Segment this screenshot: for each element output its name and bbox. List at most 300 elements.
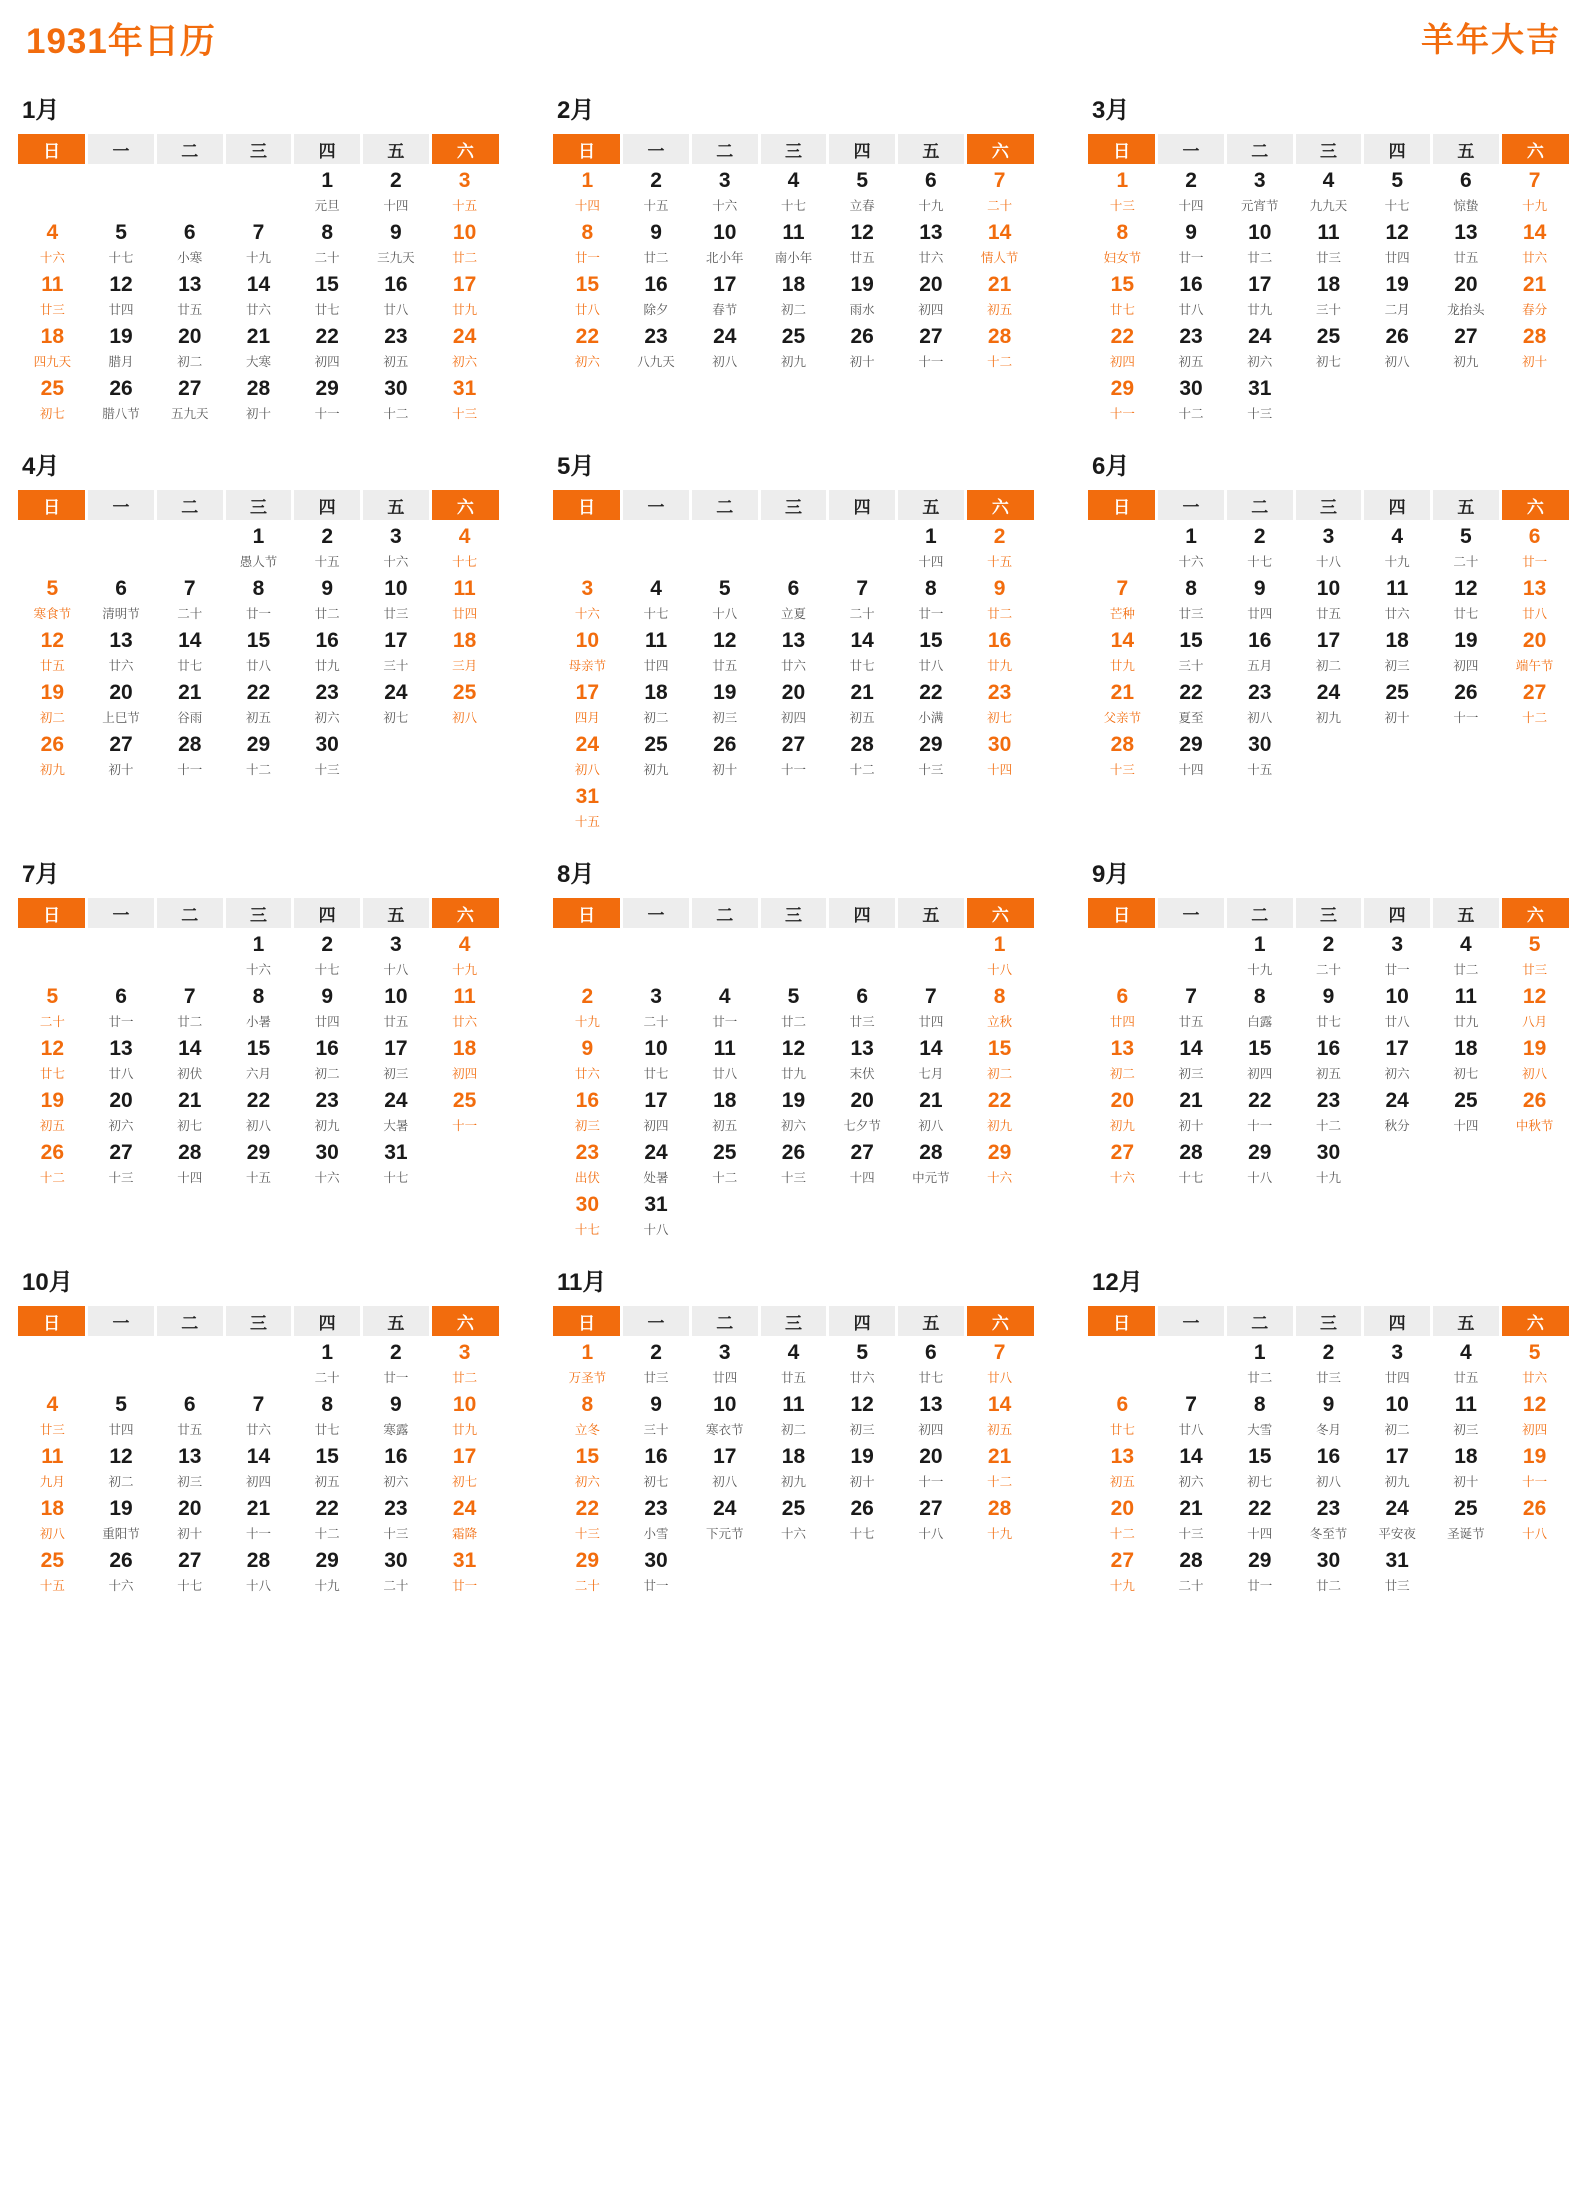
day-cell[interactable] (1432, 520, 1501, 572)
day-cell[interactable] (1363, 1388, 1432, 1440)
day-cell[interactable] (1432, 1032, 1501, 1084)
day-cell[interactable] (690, 1440, 759, 1492)
day-cell[interactable] (690, 1084, 759, 1136)
day-cell[interactable] (1363, 216, 1432, 268)
day-cell[interactable] (430, 520, 499, 572)
day-cell[interactable] (1225, 520, 1294, 572)
day-cell[interactable] (1157, 1388, 1226, 1440)
day-cell[interactable] (1225, 980, 1294, 1032)
day-cell[interactable] (430, 320, 499, 372)
day-cell[interactable] (965, 1440, 1034, 1492)
day-cell[interactable] (362, 216, 431, 268)
day-cell[interactable] (1432, 1440, 1501, 1492)
day-cell[interactable] (224, 1136, 293, 1188)
day-cell[interactable] (897, 980, 966, 1032)
day-cell[interactable] (224, 216, 293, 268)
day-cell[interactable] (965, 980, 1034, 1032)
day-cell[interactable] (1432, 1084, 1501, 1136)
day-cell[interactable] (897, 1336, 966, 1388)
day-cell[interactable] (430, 1336, 499, 1388)
day-cell[interactable] (1294, 268, 1363, 320)
day-cell[interactable] (1294, 216, 1363, 268)
day-cell[interactable] (155, 1544, 224, 1596)
day-cell[interactable] (1363, 1544, 1432, 1596)
day-cell[interactable] (1157, 520, 1226, 572)
day-cell[interactable] (622, 268, 691, 320)
day-cell[interactable] (430, 928, 499, 980)
day-cell[interactable] (1432, 320, 1501, 372)
day-cell[interactable] (897, 728, 966, 780)
day-cell[interactable] (18, 1492, 87, 1544)
day-cell[interactable] (1363, 624, 1432, 676)
day-cell[interactable] (87, 1440, 156, 1492)
day-cell[interactable] (155, 1492, 224, 1544)
day-cell[interactable] (224, 728, 293, 780)
day-cell[interactable] (1088, 216, 1157, 268)
day-cell[interactable] (553, 216, 622, 268)
day-cell[interactable] (1157, 1544, 1226, 1596)
day-cell[interactable] (87, 572, 156, 624)
day-cell[interactable] (1157, 728, 1226, 780)
day-cell[interactable] (224, 372, 293, 424)
day-cell[interactable] (1225, 1032, 1294, 1084)
day-cell[interactable] (553, 1032, 622, 1084)
day-cell[interactable] (828, 1032, 897, 1084)
day-cell[interactable] (1225, 372, 1294, 424)
day-cell[interactable] (1363, 572, 1432, 624)
day-cell[interactable] (224, 928, 293, 980)
day-cell[interactable] (1500, 1084, 1569, 1136)
day-cell[interactable] (1088, 1544, 1157, 1596)
day-cell[interactable] (828, 728, 897, 780)
day-cell[interactable] (965, 1492, 1034, 1544)
day-cell[interactable] (828, 1492, 897, 1544)
day-cell[interactable] (828, 1440, 897, 1492)
day-cell[interactable] (622, 572, 691, 624)
day-cell[interactable] (362, 1084, 431, 1136)
day-cell[interactable] (828, 1136, 897, 1188)
day-cell[interactable] (293, 1388, 362, 1440)
day-cell[interactable] (1294, 1544, 1363, 1596)
day-cell[interactable] (293, 572, 362, 624)
day-cell[interactable] (362, 572, 431, 624)
day-cell[interactable] (1088, 1032, 1157, 1084)
day-cell[interactable] (553, 164, 622, 216)
day-cell[interactable] (362, 1336, 431, 1388)
day-cell[interactable] (18, 1032, 87, 1084)
day-cell[interactable] (1088, 268, 1157, 320)
day-cell[interactable] (1500, 980, 1569, 1032)
day-cell[interactable] (897, 1388, 966, 1440)
day-cell[interactable] (622, 1440, 691, 1492)
day-cell[interactable] (1294, 1336, 1363, 1388)
day-cell[interactable] (553, 980, 622, 1032)
day-cell[interactable] (1088, 676, 1157, 728)
day-cell[interactable] (1500, 572, 1569, 624)
day-cell[interactable] (690, 216, 759, 268)
day-cell[interactable] (828, 268, 897, 320)
day-cell[interactable] (293, 980, 362, 1032)
day-cell[interactable] (1088, 1492, 1157, 1544)
day-cell[interactable] (759, 1032, 828, 1084)
day-cell[interactable] (155, 268, 224, 320)
day-cell[interactable] (1500, 320, 1569, 372)
day-cell[interactable] (759, 728, 828, 780)
day-cell[interactable] (965, 1388, 1034, 1440)
day-cell[interactable] (155, 728, 224, 780)
day-cell[interactable] (1157, 1440, 1226, 1492)
day-cell[interactable] (553, 1492, 622, 1544)
day-cell[interactable] (224, 980, 293, 1032)
day-cell[interactable] (87, 1492, 156, 1544)
day-cell[interactable] (897, 520, 966, 572)
day-cell[interactable] (1294, 520, 1363, 572)
day-cell[interactable] (622, 1388, 691, 1440)
day-cell[interactable] (362, 520, 431, 572)
day-cell[interactable] (897, 1032, 966, 1084)
day-cell[interactable] (1363, 1440, 1432, 1492)
day-cell[interactable] (965, 268, 1034, 320)
day-cell[interactable] (1432, 676, 1501, 728)
day-cell[interactable] (224, 1440, 293, 1492)
day-cell[interactable] (1294, 676, 1363, 728)
day-cell[interactable] (1363, 1492, 1432, 1544)
day-cell[interactable] (155, 1084, 224, 1136)
day-cell[interactable] (1432, 980, 1501, 1032)
day-cell[interactable] (553, 1440, 622, 1492)
day-cell[interactable] (1157, 624, 1226, 676)
day-cell[interactable] (293, 1492, 362, 1544)
day-cell[interactable] (293, 1544, 362, 1596)
day-cell[interactable] (553, 1084, 622, 1136)
day-cell[interactable] (87, 676, 156, 728)
day-cell[interactable] (1500, 928, 1569, 980)
day-cell[interactable] (362, 676, 431, 728)
day-cell[interactable] (430, 572, 499, 624)
day-cell[interactable] (1363, 1084, 1432, 1136)
day-cell[interactable] (759, 216, 828, 268)
day-cell[interactable] (553, 728, 622, 780)
day-cell[interactable] (553, 1336, 622, 1388)
day-cell[interactable] (1432, 572, 1501, 624)
day-cell[interactable] (224, 1388, 293, 1440)
day-cell[interactable] (1294, 1084, 1363, 1136)
day-cell[interactable] (690, 1492, 759, 1544)
day-cell[interactable] (965, 676, 1034, 728)
day-cell[interactable] (362, 980, 431, 1032)
day-cell[interactable] (1363, 320, 1432, 372)
day-cell[interactable] (1500, 676, 1569, 728)
day-cell[interactable] (553, 676, 622, 728)
day-cell[interactable] (1157, 1492, 1226, 1544)
day-cell[interactable] (690, 676, 759, 728)
day-cell[interactable] (1225, 624, 1294, 676)
day-cell[interactable] (828, 624, 897, 676)
day-cell[interactable] (293, 676, 362, 728)
day-cell[interactable] (224, 624, 293, 676)
day-cell[interactable] (965, 624, 1034, 676)
day-cell[interactable] (87, 1544, 156, 1596)
day-cell[interactable] (1432, 1388, 1501, 1440)
day-cell[interactable] (622, 624, 691, 676)
day-cell[interactable] (362, 928, 431, 980)
day-cell[interactable] (155, 676, 224, 728)
day-cell[interactable] (553, 624, 622, 676)
day-cell[interactable] (690, 1388, 759, 1440)
day-cell[interactable] (1088, 728, 1157, 780)
day-cell[interactable] (1432, 164, 1501, 216)
day-cell[interactable] (430, 268, 499, 320)
day-cell[interactable] (87, 320, 156, 372)
day-cell[interactable] (1432, 624, 1501, 676)
day-cell[interactable] (965, 572, 1034, 624)
day-cell[interactable] (1157, 572, 1226, 624)
day-cell[interactable] (18, 1388, 87, 1440)
day-cell[interactable] (897, 320, 966, 372)
day-cell[interactable] (224, 1084, 293, 1136)
day-cell[interactable] (622, 1492, 691, 1544)
day-cell[interactable] (362, 164, 431, 216)
day-cell[interactable] (293, 216, 362, 268)
day-cell[interactable] (553, 1136, 622, 1188)
day-cell[interactable] (1294, 572, 1363, 624)
day-cell[interactable] (155, 1440, 224, 1492)
day-cell[interactable] (18, 1440, 87, 1492)
day-cell[interactable] (18, 572, 87, 624)
day-cell[interactable] (1225, 1388, 1294, 1440)
day-cell[interactable] (622, 1188, 691, 1240)
day-cell[interactable] (553, 572, 622, 624)
day-cell[interactable] (224, 1032, 293, 1084)
day-cell[interactable] (622, 1084, 691, 1136)
day-cell[interactable] (293, 1032, 362, 1084)
day-cell[interactable] (293, 1336, 362, 1388)
day-cell[interactable] (155, 1032, 224, 1084)
day-cell[interactable] (1157, 320, 1226, 372)
day-cell[interactable] (759, 320, 828, 372)
day-cell[interactable] (1088, 980, 1157, 1032)
day-cell[interactable] (1363, 676, 1432, 728)
day-cell[interactable] (828, 1336, 897, 1388)
day-cell[interactable] (1432, 216, 1501, 268)
day-cell[interactable] (1225, 320, 1294, 372)
day-cell[interactable] (1294, 1136, 1363, 1188)
day-cell[interactable] (1157, 1032, 1226, 1084)
day-cell[interactable] (1500, 624, 1569, 676)
day-cell[interactable] (18, 624, 87, 676)
day-cell[interactable] (553, 780, 622, 832)
day-cell[interactable] (897, 268, 966, 320)
day-cell[interactable] (18, 320, 87, 372)
day-cell[interactable] (1157, 1084, 1226, 1136)
day-cell[interactable] (224, 268, 293, 320)
day-cell[interactable] (965, 520, 1034, 572)
day-cell[interactable] (1088, 624, 1157, 676)
day-cell[interactable] (622, 676, 691, 728)
day-cell[interactable] (1157, 268, 1226, 320)
day-cell[interactable] (430, 624, 499, 676)
day-cell[interactable] (430, 372, 499, 424)
day-cell[interactable] (293, 928, 362, 980)
day-cell[interactable] (87, 728, 156, 780)
day-cell[interactable] (553, 1188, 622, 1240)
day-cell[interactable] (828, 216, 897, 268)
day-cell[interactable] (430, 1084, 499, 1136)
day-cell[interactable] (690, 164, 759, 216)
day-cell[interactable] (430, 1032, 499, 1084)
day-cell[interactable] (293, 1136, 362, 1188)
day-cell[interactable] (362, 1136, 431, 1188)
day-cell[interactable] (1363, 980, 1432, 1032)
day-cell[interactable] (1500, 1388, 1569, 1440)
day-cell[interactable] (362, 1032, 431, 1084)
day-cell[interactable] (759, 676, 828, 728)
day-cell[interactable] (87, 1032, 156, 1084)
day-cell[interactable] (759, 624, 828, 676)
day-cell[interactable] (828, 980, 897, 1032)
day-cell[interactable] (1157, 164, 1226, 216)
day-cell[interactable] (622, 1544, 691, 1596)
day-cell[interactable] (18, 216, 87, 268)
day-cell[interactable] (293, 1440, 362, 1492)
day-cell[interactable] (965, 1084, 1034, 1136)
day-cell[interactable] (965, 928, 1034, 980)
day-cell[interactable] (1225, 676, 1294, 728)
day-cell[interactable] (430, 1492, 499, 1544)
day-cell[interactable] (1294, 1440, 1363, 1492)
day-cell[interactable] (1225, 1544, 1294, 1596)
day-cell[interactable] (690, 268, 759, 320)
day-cell[interactable] (1294, 164, 1363, 216)
day-cell[interactable] (1157, 676, 1226, 728)
day-cell[interactable] (1500, 1440, 1569, 1492)
day-cell[interactable] (224, 320, 293, 372)
day-cell[interactable] (1225, 1136, 1294, 1188)
day-cell[interactable] (362, 624, 431, 676)
day-cell[interactable] (430, 1440, 499, 1492)
day-cell[interactable] (1088, 372, 1157, 424)
day-cell[interactable] (87, 216, 156, 268)
day-cell[interactable] (897, 624, 966, 676)
day-cell[interactable] (965, 1336, 1034, 1388)
day-cell[interactable] (362, 320, 431, 372)
day-cell[interactable] (1225, 1336, 1294, 1388)
day-cell[interactable] (1500, 1032, 1569, 1084)
day-cell[interactable] (622, 216, 691, 268)
day-cell[interactable] (828, 676, 897, 728)
day-cell[interactable] (1225, 1492, 1294, 1544)
day-cell[interactable] (828, 1084, 897, 1136)
day-cell[interactable] (759, 572, 828, 624)
day-cell[interactable] (1088, 164, 1157, 216)
day-cell[interactable] (897, 572, 966, 624)
day-cell[interactable] (690, 980, 759, 1032)
day-cell[interactable] (362, 1492, 431, 1544)
day-cell[interactable] (1088, 320, 1157, 372)
day-cell[interactable] (293, 320, 362, 372)
day-cell[interactable] (897, 164, 966, 216)
day-cell[interactable] (690, 1136, 759, 1188)
day-cell[interactable] (362, 268, 431, 320)
day-cell[interactable] (1500, 164, 1569, 216)
day-cell[interactable] (1294, 320, 1363, 372)
day-cell[interactable] (18, 1136, 87, 1188)
day-cell[interactable] (1088, 1136, 1157, 1188)
day-cell[interactable] (1294, 980, 1363, 1032)
day-cell[interactable] (87, 1136, 156, 1188)
day-cell[interactable] (224, 520, 293, 572)
day-cell[interactable] (1363, 1336, 1432, 1388)
day-cell[interactable] (1363, 928, 1432, 980)
day-cell[interactable] (1088, 572, 1157, 624)
day-cell[interactable] (622, 164, 691, 216)
day-cell[interactable] (553, 1388, 622, 1440)
day-cell[interactable] (18, 1084, 87, 1136)
day-cell[interactable] (690, 572, 759, 624)
day-cell[interactable] (897, 1084, 966, 1136)
day-cell[interactable] (293, 1084, 362, 1136)
day-cell[interactable] (155, 320, 224, 372)
day-cell[interactable] (690, 624, 759, 676)
day-cell[interactable] (690, 1032, 759, 1084)
day-cell[interactable] (224, 1544, 293, 1596)
day-cell[interactable] (897, 216, 966, 268)
day-cell[interactable] (1294, 1032, 1363, 1084)
day-cell[interactable] (1225, 1440, 1294, 1492)
day-cell[interactable] (155, 372, 224, 424)
day-cell[interactable] (1225, 928, 1294, 980)
day-cell[interactable] (1432, 1336, 1501, 1388)
day-cell[interactable] (293, 624, 362, 676)
day-cell[interactable] (1363, 268, 1432, 320)
day-cell[interactable] (293, 268, 362, 320)
day-cell[interactable] (965, 320, 1034, 372)
day-cell[interactable] (293, 372, 362, 424)
day-cell[interactable] (1294, 624, 1363, 676)
day-cell[interactable] (155, 216, 224, 268)
day-cell[interactable] (1500, 1336, 1569, 1388)
day-cell[interactable] (965, 728, 1034, 780)
day-cell[interactable] (1500, 268, 1569, 320)
day-cell[interactable] (622, 1336, 691, 1388)
day-cell[interactable] (430, 1544, 499, 1596)
day-cell[interactable] (1225, 164, 1294, 216)
day-cell[interactable] (362, 1544, 431, 1596)
day-cell[interactable] (1363, 520, 1432, 572)
day-cell[interactable] (553, 1544, 622, 1596)
day-cell[interactable] (87, 624, 156, 676)
day-cell[interactable] (759, 1440, 828, 1492)
day-cell[interactable] (155, 1136, 224, 1188)
day-cell[interactable] (965, 164, 1034, 216)
day-cell[interactable] (87, 1388, 156, 1440)
day-cell[interactable] (1432, 268, 1501, 320)
day-cell[interactable] (430, 676, 499, 728)
day-cell[interactable] (759, 268, 828, 320)
day-cell[interactable] (1500, 1492, 1569, 1544)
day-cell[interactable] (897, 676, 966, 728)
day-cell[interactable] (87, 268, 156, 320)
day-cell[interactable] (18, 1544, 87, 1596)
day-cell[interactable] (1363, 164, 1432, 216)
day-cell[interactable] (759, 1136, 828, 1188)
day-cell[interactable] (1088, 1388, 1157, 1440)
day-cell[interactable] (155, 624, 224, 676)
day-cell[interactable] (622, 1032, 691, 1084)
day-cell[interactable] (87, 1084, 156, 1136)
day-cell[interactable] (965, 1136, 1034, 1188)
day-cell[interactable] (293, 728, 362, 780)
